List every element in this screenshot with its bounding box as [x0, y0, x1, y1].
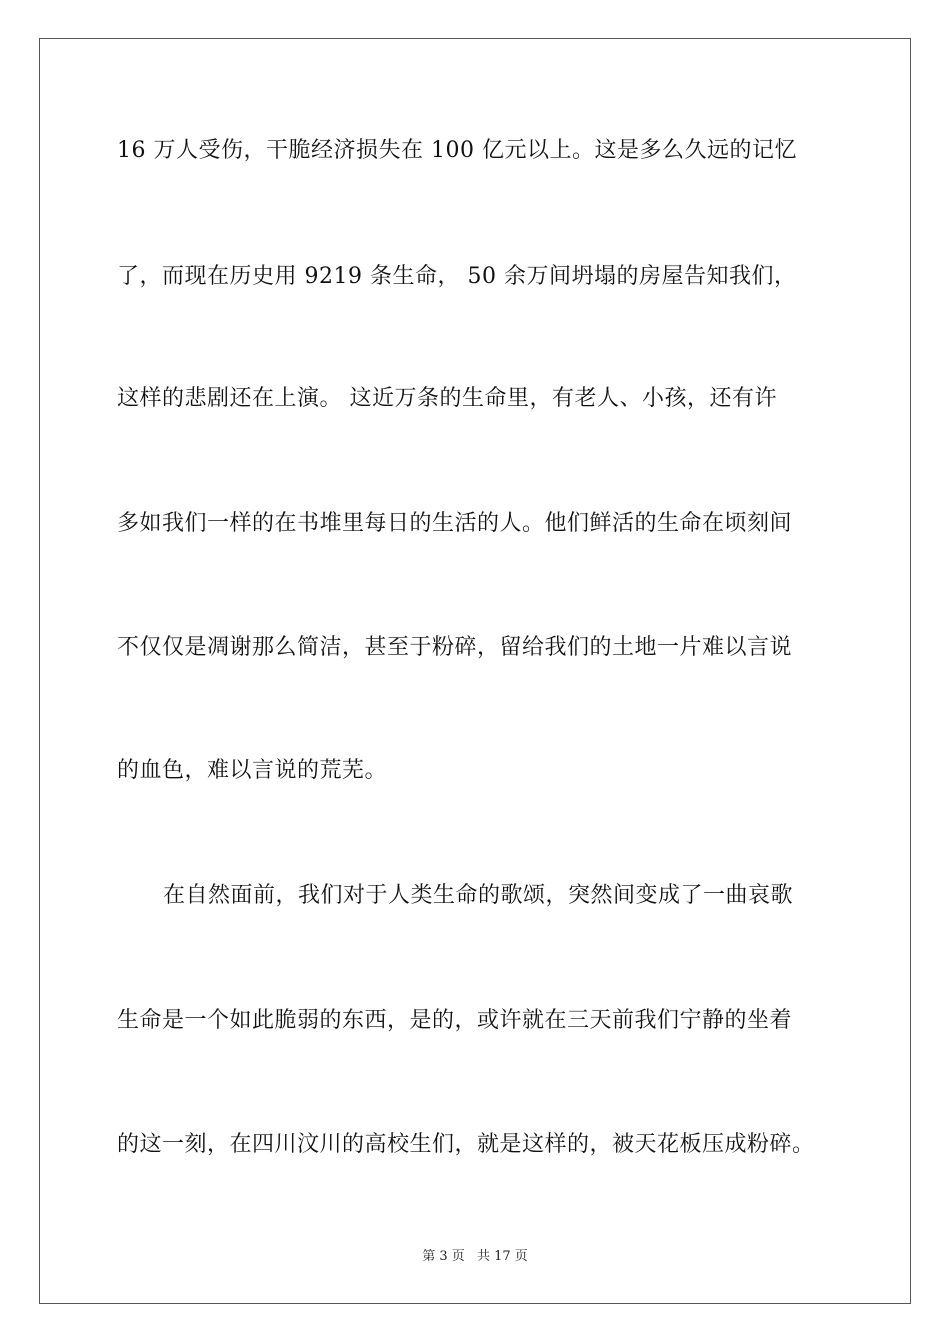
page-footer	[0, 1248, 950, 1266]
page-number: 第 3 页	[422, 1249, 465, 1264]
text-line-3: 这样的悲剧还在上演。 这近万条的生命里，有老人、小孩，还有许	[117, 386, 777, 411]
text-line-4: 多如我们一样的在书堆里每日的生活的人。他们鲜活的生命在顷刻间	[117, 511, 793, 536]
total-pages: 共 17 页	[476, 1249, 528, 1264]
text-line-8: 生命是一个如此脆弱的东西，是的，或许就在三天前我们宁静的坐着	[117, 1008, 793, 1033]
text-line-2: 了，而现在历史用 9219 条生命， 50 余万间坍塌的房屋告知我们，	[117, 264, 797, 289]
text-line-1: 16 万人受伤，干脆经济损失在 100 亿元以上。这是多么久远的记忆	[117, 138, 797, 163]
text-line-7-paragraph-start: 在自然面前，我们对于人类生命的歌颂，突然间变成了一曲哀歌	[163, 883, 794, 908]
text-line-5: 不仅仅是凋谢那么简洁，甚至于粉碎，留给我们的土地一片难以言说	[117, 635, 793, 660]
text-line-6: 的血色，难以言说的荒芜。	[117, 758, 388, 783]
text-line-9: 的这一刻，在四川汶川的高校生们，就是这样的，被天花板压成粉碎。	[117, 1132, 815, 1157]
page-border	[39, 38, 911, 1304]
